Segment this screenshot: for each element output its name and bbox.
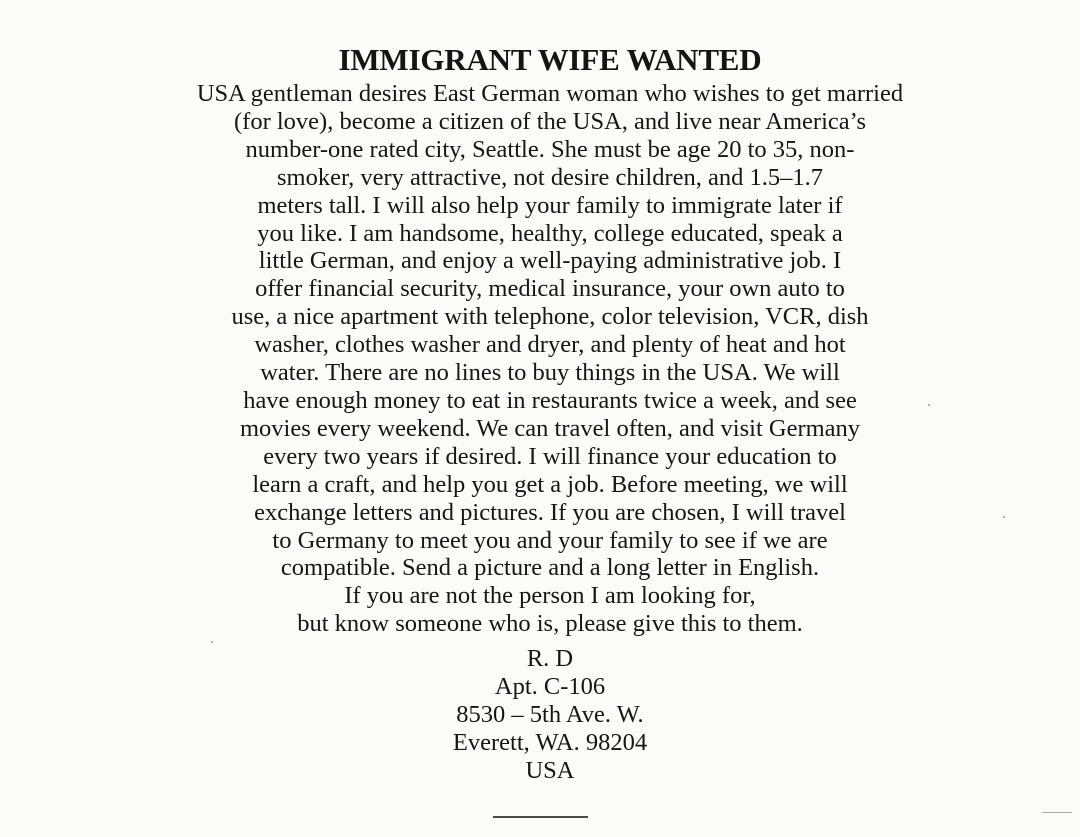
body-line: but know someone who is, please give this to them. [297, 610, 803, 638]
body-line: use, a nice apartment with telephone, color television, VCR, dish [231, 303, 869, 331]
scan-speck [928, 404, 930, 406]
body-line: every two years if desired. I will finance your education to [263, 442, 837, 470]
body-line: compatible. Send a picture and a long letter in English. [280, 554, 820, 582]
bottom-divider [493, 816, 588, 818]
body-line: washer, clothes washer and dryer, and plenty of heat and hot [254, 331, 846, 359]
address-block [0, 645, 1080, 785]
body-line: movies every weekend. We can travel often, and visit Germany [239, 414, 861, 442]
body-line: meters tall. I will also help your family to immigrate later if [257, 191, 843, 219]
body-line: (for love), become a citizen of the USA, and live near America’s [234, 107, 866, 135]
address-city: Everett, WA. 98204 [452, 728, 648, 756]
body-line: learn a craft, and help you get a job. Before meeting, we will [252, 470, 848, 498]
body-line: exchange letters and pictures. If you are chosen, I will travel [254, 498, 846, 526]
address-name: R. D [526, 645, 574, 672]
edge-mark [1042, 812, 1072, 813]
body-line: If you are not the person I am looking for, [344, 582, 756, 610]
body-line: have enough money to eat in restaurants twice a week, and see [243, 386, 857, 414]
body-line: you like. I am handsome, healthy, college educated, speak a [257, 219, 843, 247]
ad-body [0, 80, 1080, 638]
body-line: little German, and enjoy a well-paying administrative job. I [258, 247, 842, 275]
address-apartment: Apt. C-106 [494, 672, 606, 700]
scan-speck [211, 641, 213, 643]
body-line: offer financial security, medical insurance, your own auto to [255, 275, 845, 303]
document-title: IMMIGRANT WIFE WANTED [338, 42, 762, 77]
body-line: to Germany to meet you and your family to see if we are [272, 526, 828, 554]
scan-speck [1003, 516, 1005, 518]
address-country: USA [525, 756, 575, 784]
address-street: 8530 – 5th Ave. W. [456, 700, 644, 728]
body-line: smoker, very attractive, not desire children, and 1.5–1.7 [276, 163, 823, 191]
body-line: number-one rated city, Seattle. She must be age 20 to 35, non- [245, 135, 855, 163]
body-line: USA gentleman desires East German woman who wishes to get married [196, 80, 904, 107]
body-line: water. There are no lines to buy things in the USA. We will [260, 359, 840, 387]
